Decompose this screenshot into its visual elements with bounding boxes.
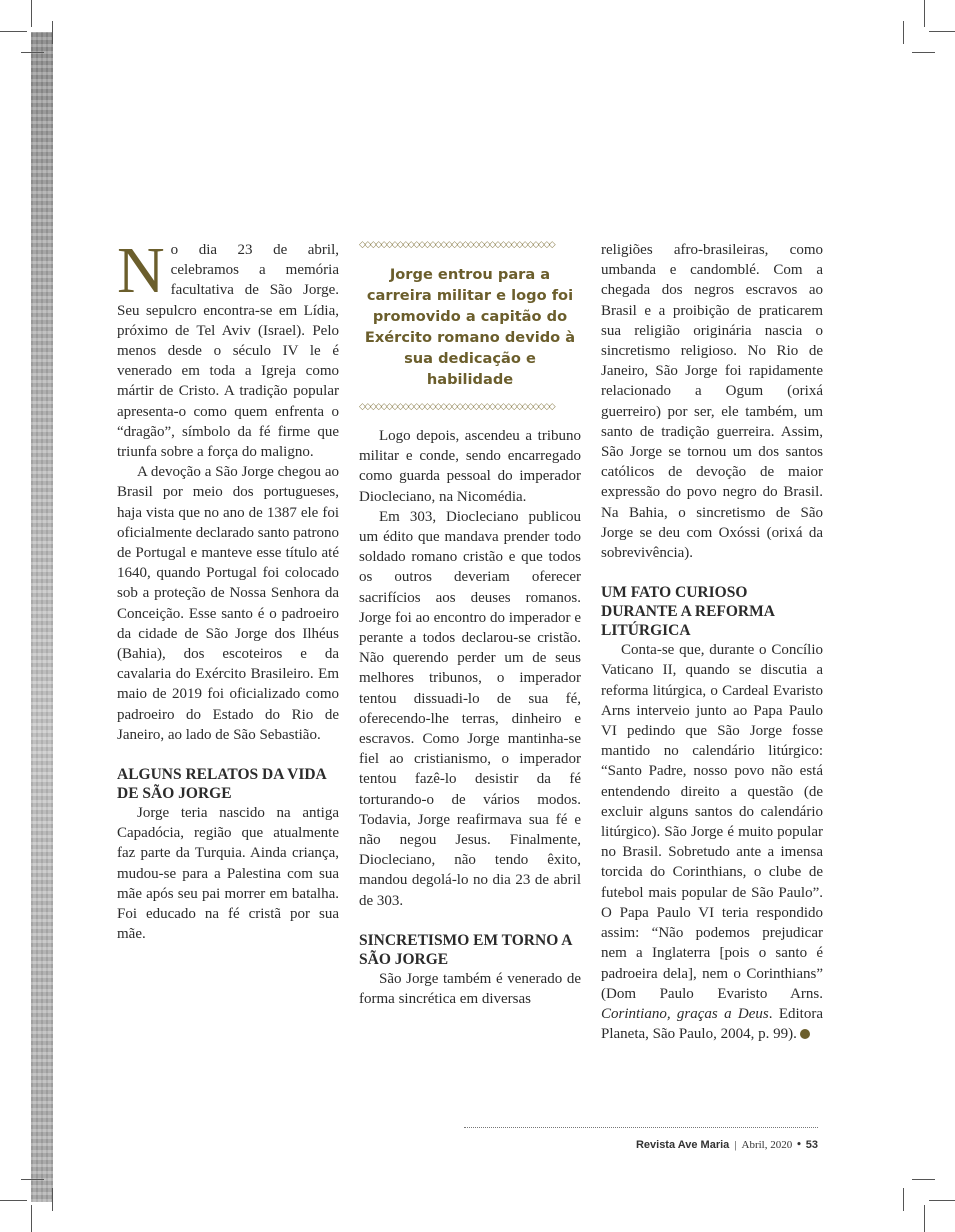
magazine-name: Revista Ave Maria <box>635 1139 730 1151</box>
diamond-border-bottom: ◇◇◇◇◇◇◇◇◇◇◇◇◇◇◇◇◇◇◇◇◇◇◇◇◇◇◇◇◇◇◇◇◇◇◇◇ <box>359 402 555 412</box>
diamond-border-top: ◇◇◇◇◇◇◇◇◇◇◇◇◇◇◇◇◇◇◇◇◇◇◇◇◇◇◇◇◇◇◇◇◇◇◇◇ <box>359 240 555 250</box>
paragraph: religiões afro-brasileiras, como umbanda e candomblé. Com a chegada dos negros escravos ao Brasil e a proibição de praticarem sua religião originária nascia o sincretismo religioso. No Rio de Janeiro, São Jorge foi rapidamente relacionado a Ogum (orixá guerreiro) por ser, ele também, um santo de tradição guerreira. Assim, São Jorge se tornou um dos santos católicos de devoção de maior expressão do povo negro do Brasil. Na Bahia, o sincretismo de São Jorge se deu com Oxóssi (orixá da sobrevivência). <box>601 242 823 562</box>
crop-mark <box>0 1200 27 1201</box>
issue-date: Abril, 2020 <box>741 1139 793 1151</box>
crop-mark <box>31 0 32 27</box>
paragraph: Em 303, Diocleciano publicou um édito que mandava prender todo soldado romano cristão e que todos os outros deveriam oferecer sacrifícios aos deuses romanos. Jorge foi ao encontro do imperador e perante a todos declarou-se cristão. Não querendo perder um de seus melhores tribunos, o imperador tentou dissuadi-lo de sua fé, oferecendo-lhe terras, dinheiro e escravos. Como Jorge mantinha-se fiel ao cristianismo, o imperador tentou fazê-lo desistir da fé torturando-o de vários modos. Todavia, Jorge reafirmava sua fé e não negou Jesus. Finalmente, Diocleciano, não tendo êxito, mandou degolá-lo no dia 23 de abril de 303. <box>359 508 581 909</box>
pull-quote-text: Jorge entrou para a carreira militar e logo foi promovido a capitão do Exército romano devido à sua dedicação e habilidade <box>364 266 576 388</box>
footer-divider <box>464 1127 818 1128</box>
crop-mark <box>21 52 44 53</box>
paragraph: Jorge teria nascido na antiga Capadócia, região que atualmente faz parte da Turquia. Ainda criança, mudou-se para a Palestina com sua mãe após seu pai morrer em batalha. Foi educado na fé cristã por sua mãe. <box>117 805 339 943</box>
page-footer <box>464 1138 818 1152</box>
section-heading: ALGUNS RELATOS DA VIDA DE SÃO JORGE <box>117 766 326 803</box>
article-column-3 <box>601 240 823 1044</box>
page-number: 53 <box>805 1139 818 1151</box>
crop-mark <box>903 1188 904 1211</box>
crop-mark <box>924 0 925 27</box>
paragraph: São Jorge também é venerado de forma sincrética em diversas <box>359 970 581 1008</box>
crop-mark <box>929 1200 955 1201</box>
crop-mark <box>21 1179 44 1180</box>
page-footer-area <box>464 1127 818 1152</box>
decorative-texture-strip <box>31 32 53 1202</box>
crop-mark <box>903 21 904 44</box>
book-title: Corintiano, graças a Deus <box>601 1005 769 1022</box>
paragraph-text: . Editora Planeta, São Paulo, 2004, p. 99). <box>601 1005 823 1043</box>
paragraph: A devoção a São Jorge chegou ao Brasil por meio dos portugueses, haja vista que no ano de 1387 ele foi oficialmente declarado santo patrono de Portugal e manteve esse título até 1640, quando Portugal foi colocado sob a proteção de Nossa Senhora da Conceição. Esse santo é o padroeiro da cidade de São Jorge dos Ilhéus (Bahia), dos escoteiros e da cavalaria do Exército Brasileiro. Em maio de 2019 foi oficializado como padroeiro do Estado do Rio de Janeiro, ao lado de São Sebastião. <box>117 464 339 743</box>
drop-cap: N <box>117 234 165 307</box>
crop-mark <box>929 31 955 32</box>
end-of-article-bullet-icon <box>800 1029 810 1039</box>
crop-mark <box>52 1188 53 1211</box>
crop-mark <box>924 1205 925 1232</box>
pull-quote <box>359 240 581 412</box>
crop-mark <box>52 21 53 44</box>
crop-mark <box>912 1179 935 1180</box>
paragraph-text: o dia 23 de abril, celebramos a memória facultativa de São Jorge. Seu sepulcro encontra-se em Lídia, próximo de Tel Aviv (Israel). Pelo menos desde o século IV le é venerado em toda a Igreja como mártir de Cristo. A tradição popular apresenta-o como quem enfrenta o “dragão”, símbolo da fé firme que triunfa sobre a força do maligno. <box>117 242 339 461</box>
crop-mark <box>31 1205 32 1232</box>
article-column-2 <box>359 240 581 1009</box>
section-heading: UM FATO CURIOSO DURANTE A REFORMA LITÚRGICA <box>601 584 775 640</box>
section-heading: SINCRETISMO EM TORNO A SÃO JORGE <box>359 931 572 968</box>
article-column-1 <box>117 234 339 945</box>
paragraph-text: Conta-se que, durante o Concílio Vaticano II, quando se discutia a reforma litúrgica, o Cardeal Evaristo Arns interveio junto ao Papa Paulo VI pedindo que São Jorge fosse mantido no calendário litúrgico: “Santo Padre, nosso povo não está entendendo direito a questão (de excluir alguns santos do calendário litúrgico). São Jorge é muito popular no Brasil. Sobretudo ante a imensa torcida do Corinthians, o clube de futebol mais popular de São Paulo”. O Papa Paulo VI teria respondido assim: “Não podemos prejudicar nem a Inglaterra [pois o santo é padroeira dela], nem o Corinthians” (Dom Paulo Evaristo Arns. <box>601 642 823 1002</box>
crop-mark <box>912 52 935 53</box>
footer-separator: | <box>734 1139 737 1151</box>
crop-mark <box>0 31 27 32</box>
paragraph <box>117 234 339 462</box>
article-body <box>117 234 825 1044</box>
paragraph <box>601 640 823 1044</box>
footer-bullet: • <box>795 1138 803 1151</box>
paragraph: Logo depois, ascendeu a tribuno militar e conde, sendo encarregado como guarda pessoal do imperador Diocleciano, na Nicomédia. <box>359 428 581 505</box>
